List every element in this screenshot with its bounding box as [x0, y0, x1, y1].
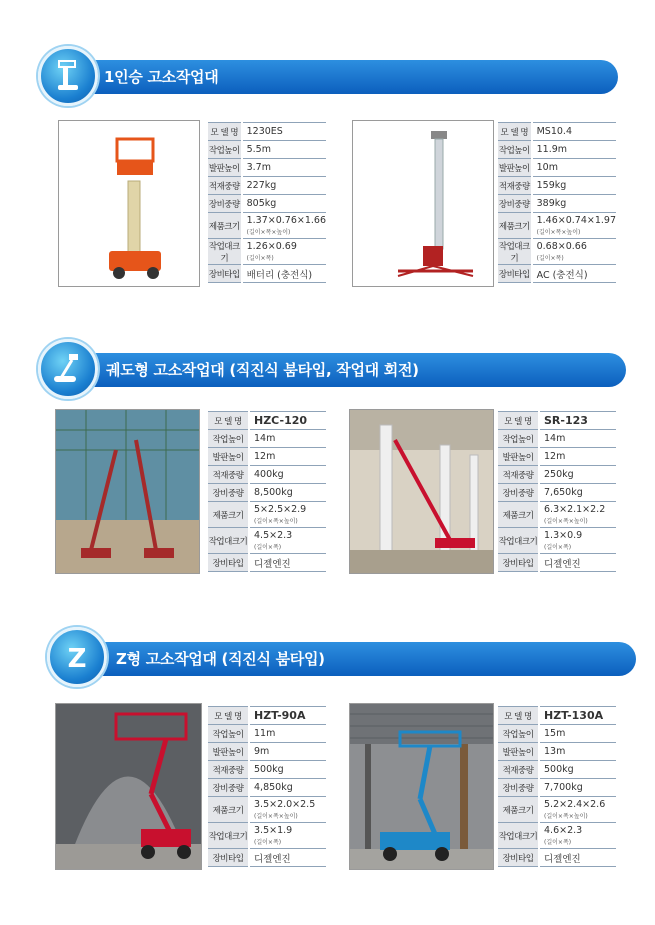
spec-label: 적재중량: [498, 761, 539, 779]
spec-value: 227kg: [242, 177, 326, 195]
product-photo: [349, 409, 494, 574]
spec-label: 발판높이: [498, 448, 539, 466]
spec-label: 장비타입: [208, 265, 242, 283]
spec-label: 발판높이: [208, 448, 249, 466]
spec-label: 발판높이: [208, 743, 249, 761]
spec-label: 모 델 명: [498, 123, 532, 141]
spec-value: HZT-90A: [249, 707, 326, 725]
spec-note: (길이×폭): [254, 839, 282, 846]
spec-value: 9m: [249, 743, 326, 761]
product-photo: [55, 703, 202, 870]
spec-label: 작업대크기: [208, 823, 249, 849]
z-type-lift-icon: [47, 627, 107, 687]
spec-value: 5.2×2.4×2.6: [544, 799, 606, 810]
spec-value: HZC-120: [249, 412, 326, 430]
spec-value: 7,700kg: [539, 779, 616, 797]
spec-value: 11.9m: [532, 141, 616, 159]
spec-label: 적재중량: [498, 177, 532, 195]
spec-label: 작업높이: [498, 430, 539, 448]
spec-value: 4.5×2.3: [254, 530, 293, 541]
spec-value: 6.3×2.1×2.2: [544, 504, 606, 515]
spec-label: 작업대크기: [208, 528, 249, 554]
spec-label: 제품크기: [208, 797, 249, 823]
spec-value: 디젤엔진: [249, 849, 326, 867]
section-title: 궤도형 고소작업대 (직진식 붐타입, 작업대 회전): [106, 361, 419, 379]
spec-value: 1.3×0.9: [544, 530, 583, 541]
section-title: 1인승 고소작업대: [104, 68, 219, 86]
product-photo: [349, 703, 494, 870]
spec-value: HZT-130A: [539, 707, 616, 725]
spec-value: 디젤엔진: [539, 849, 616, 867]
spec-value: 3.7m: [242, 159, 326, 177]
spec-value: 3.5×2.0×2.5: [254, 799, 316, 810]
spec-value: 3.5×1.9: [254, 825, 293, 836]
spec-value: 8,500kg: [249, 484, 326, 502]
spec-label: 작업대크기: [208, 239, 242, 265]
crawler-boom-lift-icon: [38, 339, 98, 399]
spec-value: 400kg: [249, 466, 326, 484]
spec-label: 작업대크기: [498, 823, 539, 849]
spec-label: 장비타입: [498, 265, 532, 283]
spec-label: 장비타입: [208, 849, 249, 867]
spec-value: 389kg: [532, 195, 616, 213]
spec-value: AC (충전식): [532, 265, 616, 283]
spec-label: 장비중량: [498, 195, 532, 213]
spec-label: 장비중량: [208, 484, 249, 502]
spec-value: 1.46×0.74×1.97: [536, 215, 616, 226]
spec-label: 제품크기: [208, 213, 242, 239]
spec-label: 발판높이: [208, 159, 242, 177]
spec-value: 0.68×0.66: [536, 241, 587, 252]
spec-note: (길이×폭): [254, 544, 282, 551]
spec-value: 1.26×0.69: [246, 241, 297, 252]
spec-label: 작업높이: [498, 725, 539, 743]
spec-label: 작업대크기: [498, 239, 532, 265]
spec-label: 장비중량: [208, 779, 249, 797]
spec-label: 장비타입: [498, 554, 539, 572]
spec-value: 디젤엔진: [539, 554, 616, 572]
spec-value: 13m: [539, 743, 616, 761]
spec-value: 디젤엔진: [249, 554, 326, 572]
spec-value: 4,850kg: [249, 779, 326, 797]
svg-text:Z: Z: [67, 644, 87, 674]
spec-label: 적재중량: [208, 761, 249, 779]
spec-table: [498, 411, 616, 572]
spec-value: 5.5m: [242, 141, 326, 159]
product-photo: [58, 120, 200, 287]
section-title: Z형 고소작업대 (직진식 붐타입): [116, 650, 325, 668]
spec-value: 805kg: [242, 195, 326, 213]
spec-note: (길이×폭×높이): [544, 813, 588, 820]
spec-value: 1230ES: [242, 123, 326, 141]
spec-table: [208, 706, 326, 867]
spec-label: 모 델 명: [208, 707, 249, 725]
product-photo: [55, 409, 200, 574]
spec-label: 모 델 명: [208, 412, 249, 430]
spec-note: (길이×폭): [544, 839, 572, 846]
spec-label: 발판높이: [498, 743, 539, 761]
spec-label: 작업높이: [208, 141, 242, 159]
spec-value: 10m: [532, 159, 616, 177]
product-photo: [352, 120, 494, 287]
spec-value: 배터리 (충전식): [242, 265, 326, 283]
spec-value: 250kg: [539, 466, 616, 484]
spec-label: 발판높이: [498, 159, 532, 177]
single-mast-lift-icon: [38, 46, 98, 106]
spec-label: 적재중량: [498, 466, 539, 484]
spec-value: 500kg: [249, 761, 326, 779]
spec-note: (길이×폭×높이): [254, 813, 298, 820]
spec-value: 5×2.5×2.9: [254, 504, 307, 515]
spec-label: 작업높이: [498, 141, 532, 159]
spec-label: 장비타입: [498, 849, 539, 867]
spec-note: (길이×폭×높이): [536, 229, 581, 236]
spec-label: 모 델 명: [208, 123, 242, 141]
spec-label: 제품크기: [498, 213, 532, 239]
spec-value: SR-123: [539, 412, 616, 430]
spec-value: 12m: [249, 448, 326, 466]
spec-value: 14m: [539, 430, 616, 448]
spec-label: 제품크기: [208, 502, 249, 528]
spec-label: 모 델 명: [498, 707, 539, 725]
spec-label: 장비중량: [498, 484, 539, 502]
spec-value: 1.37×0.76×1.66: [246, 215, 326, 226]
spec-table: [498, 122, 616, 283]
spec-value: 159kg: [532, 177, 616, 195]
spec-note: (길이×폭×높이): [544, 518, 588, 525]
spec-label: 적재중량: [208, 177, 242, 195]
spec-label: 장비중량: [208, 195, 242, 213]
spec-label: 장비중량: [498, 779, 539, 797]
spec-note: (길이×폭×높이): [246, 229, 291, 236]
spec-table: [208, 122, 326, 283]
spec-note: (길이×폭): [536, 255, 564, 262]
spec-value: 7,650kg: [539, 484, 616, 502]
spec-table: [498, 706, 616, 867]
spec-value: 12m: [539, 448, 616, 466]
spec-note: (길이×폭): [246, 255, 274, 262]
spec-label: 장비타입: [208, 554, 249, 572]
spec-table: [208, 411, 326, 572]
spec-value: 11m: [249, 725, 326, 743]
spec-label: 모 델 명: [498, 412, 539, 430]
spec-value: 4.6×2.3: [544, 825, 583, 836]
spec-label: 제품크기: [498, 502, 539, 528]
spec-value: 15m: [539, 725, 616, 743]
spec-label: 작업높이: [208, 430, 249, 448]
spec-note: (길이×폭×높이): [254, 518, 298, 525]
spec-value: 500kg: [539, 761, 616, 779]
spec-label: 작업대크기: [498, 528, 539, 554]
spec-note: (길이×폭): [544, 544, 572, 551]
spec-label: 적재중량: [208, 466, 249, 484]
spec-value: MS10.4: [532, 123, 616, 141]
spec-label: 제품크기: [498, 797, 539, 823]
spec-value: 14m: [249, 430, 326, 448]
spec-label: 작업높이: [208, 725, 249, 743]
